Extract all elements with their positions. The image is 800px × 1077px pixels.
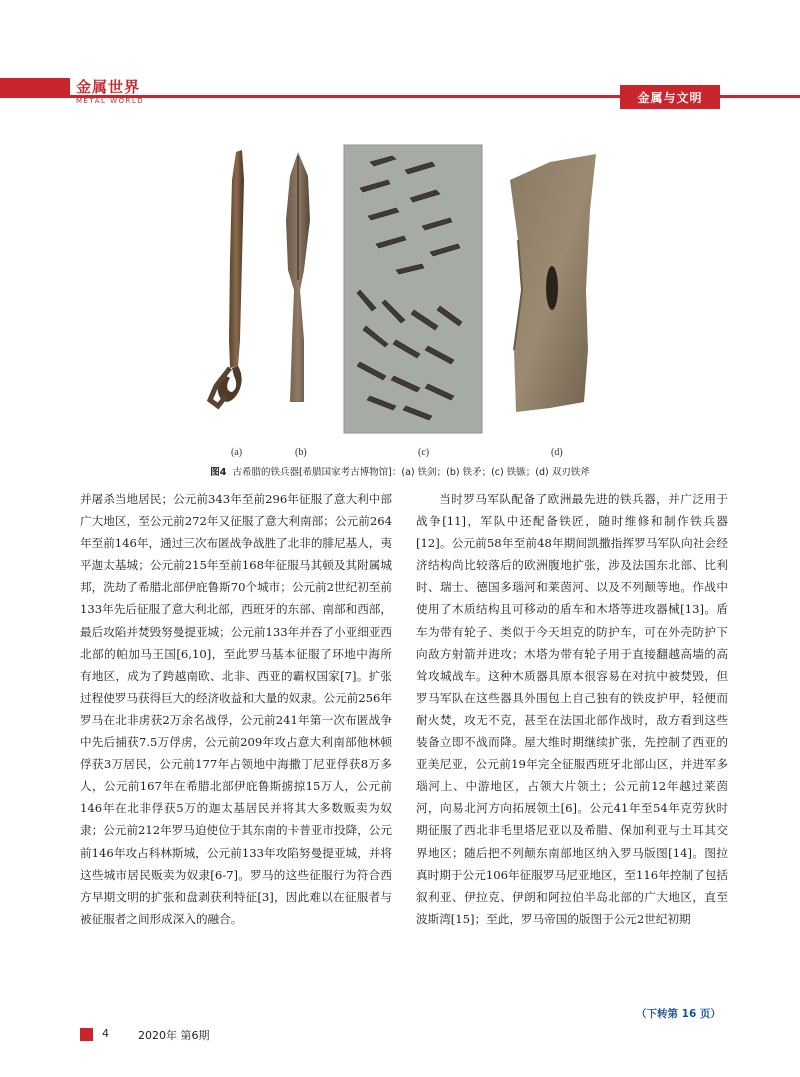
section-tab: 金属与文明 — [620, 85, 720, 109]
figure-caption-number: 图4 — [210, 467, 227, 478]
continued-note: （下转第 16 页） — [636, 1008, 721, 1020]
figure-label-d: (d) — [551, 447, 563, 458]
artifact-figure — [200, 140, 600, 445]
magazine-logo — [76, 79, 166, 109]
logo-chinese: 金属世界 — [76, 78, 141, 96]
page-number: 4 — [102, 1027, 109, 1040]
figure-caption — [0, 464, 800, 478]
double-axe-photo — [510, 154, 596, 412]
iron-arrowheads-photo — [344, 145, 482, 433]
header-red-block — [0, 78, 70, 98]
logo-english: METAL WORLD — [76, 97, 145, 105]
body-column-left — [80, 488, 392, 930]
footer-marker — [80, 1028, 93, 1041]
body-paragraph-left: 并屠杀当地居民；公元前343年至前296年征服了意大利中部广大地区，至公元前272年又征服了意大利南部；公元前264年至前146年，通过三次布匿战争战胜了北非的腓尼基人，夷平迦太基城；公元前215年至前168年征服马其顿及其附属城邦，洗劫了希腊北部伊庇鲁斯70个城市；公元前2世纪初至前133年先后征服了意大利北部，西班牙的东部、南部和西部，最后攻陷并焚毁努曼提亚城；公元前133年并吞了小亚细亚西北部的帕加马王国[6,10]，至此罗马基本征服了环地中海所有地区，成为了跨越南欧、北非、西亚的霸权国家[7]。扩张过程使罗马获得巨大的经济收益和大量的奴隶。公元前256年罗马在北非虏获2万余名战俘，公元前241年第一次布匿战争中先后捕获7.5万俘虏，公元前209年攻占意大利南部他林顿俘获3万居民，公元前177年占领地中海撒丁尼亚俘获8万多人，公元前167年在希腊北部伊庇鲁斯掳掠15万人，公元前146年在北非俘获5万的迦太基居民并将其大多数贩卖为奴隶；公元前212年罗马迫使位于其东南的卡普亚市投降，公元前146年攻占科林斯城，公元前133年攻陷努曼提亚城，并将这些城市居民贩卖为奴隶[6-7]。罗马的这些征服行为符合西方早期文明的扩张和盘剥获利特征[3]，因此难以在征服者与被征服者之间形成深入的融合。 — [80, 492, 392, 926]
figure-caption-text: 古希腊的铁兵器[希腊国家考古博物馆]：(a) 铁剑；(b) 铁矛；(c) 铁镞；(d) 双刃铁斧 — [232, 467, 590, 478]
figure-label-a: (a) — [231, 447, 243, 458]
figure-label-b: (b) — [295, 447, 307, 458]
iron-sword-photo — [210, 150, 244, 406]
body-column-right — [416, 488, 728, 930]
figure-label-c: (c) — [418, 447, 430, 458]
issue-label: 2020年 第6期 — [138, 1029, 210, 1042]
iron-spear-photo — [286, 152, 310, 402]
body-paragraph-right: 当时罗马军队配备了欧洲最先进的铁兵器，并广泛用于战争[11]，军队中还配备铁匠，随时维修和制作铁兵器[12]。公元前58年至前48年期间凯撒指挥罗马军队向社会经济结构尚比较落后的欧洲腹地扩张，涉及法国东北部、比利时、瑞士、德国多瑙河和莱茵河、以及不列颠等地。作战中使用了木质结构且可移动的盾车和木塔等进攻器械[13]。盾车为带有轮子、类似于今天坦克的防护车，可在外壳防护下向敌方射箭并进攻；木塔为带有轮子用于直接翻越高墙的高耸攻城战车。这种木质器具原本很容易在对抗中被焚毁，但罗马军队在这些器具外围包上自己独有的铁皮护甲，轻便而耐火焚，攻无不克，甚至在法国北部作战时，敌方看到这些装备立即不战而降。屋大维时期继续扩张，先控制了西亚的亚美尼亚，公元前19年完全征服西班牙北部山区，并进军多瑙河上、中游地区，占领大片领土；公元前12年越过莱茵河，向易北河方向拓展领土[6]。公元41年至54年克劳狄时期征服了西北非毛里塔尼亚以及希腊、保加利亚与土耳其交界地区；随后把不列颠东南部地区纳入罗马版图[14]。图拉真时期于公元106年征服罗马尼亚地区，至116年控制了包括叙利亚、伊拉克、伊朗和阿拉伯半岛北部的广大地区，直至波斯湾[15]；至此，罗马帝国的版图于公元2世纪初期 — [416, 492, 728, 926]
